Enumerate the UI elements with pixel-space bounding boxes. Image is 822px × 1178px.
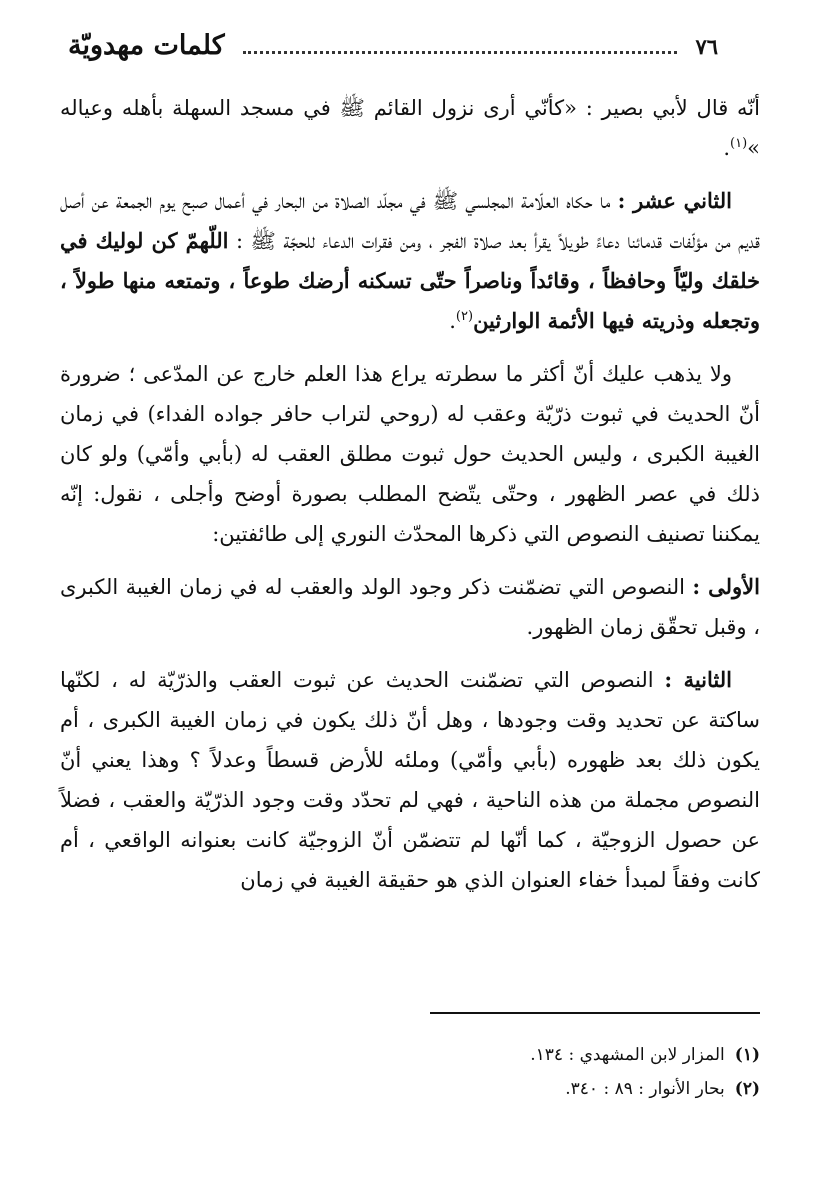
paragraph-text: ولا يذهب عليك أنّ أكثر ما سطرته يراع هذا العلم خارج عن المدّعى ؛ ضرورة أنّ الحديث في ثبوت ذرّيّة وعقب له (روحي لتراب حافر جواده الفداء) في زمان الغيبة الكبرى ، وليس الحديث حول ثبوت مطلق العقب له (بأبي وأمّي) ولو كان ذلك في عصر الظهور ، وحتّى يتّضح المطلب بصورة أوضح وأجلى ، نقول: إنّه يمكننا تصنيف النصوص التي ذكرها المحدّث النوري إلى طائفتين: — [60, 362, 760, 546]
paragraph-5 — [60, 660, 760, 900]
paragraph-text: أنّه قال لأبي بصير : «كأنّي أرى نزول القائم ﷺ في مسجد السهلة بأهله وعياله » — [60, 96, 760, 160]
footnote-2 — [60, 1072, 760, 1106]
running-title: كلمات مهدويّة — [68, 30, 225, 61]
footnote-number: (٢) — [734, 1079, 760, 1099]
footnote-ref-1: (١) — [730, 136, 748, 151]
paragraph-text: ما حكاه العلّامة المجلسي ﷺ في مجلّد الصلاة من البحار في أعمال صبح يوم الجمعة عن أصل قديم من مؤلّفات قدمائنا دعاءً طويلاً يقرأ بعد صلاة الفجر ، ومن فقرات الدعاء للحجّة ﷺ : — [60, 189, 760, 253]
footnote-text: المزار لابن المشهدي : ١٣٤. — [530, 1045, 725, 1065]
paragraph-end: . — [723, 136, 730, 160]
page-header — [60, 30, 760, 68]
book-page — [60, 30, 760, 1099]
footnote-separator — [430, 1012, 760, 1014]
paragraph-lead: الأولى : — [692, 574, 760, 599]
page-body — [60, 88, 760, 900]
header-dotted-leader — [243, 37, 678, 54]
paragraph-4 — [60, 567, 760, 647]
paragraph-text: النصوص التي تضمّنت الحديث عن ثبوت العقب والذرّيّة له ، لكنّها ساكتة عن تحديد وقت وجودها ، وهل أنّ ذلك يكون في زمان الغيبة الكبرى ، أم يكون ذلك بعد ظهوره (بأبي وأمّي) وملئه للأرض قسطاً وعدلاً ؟ وهذا يعني أنّ النصوص مجملة من هذه الناحية ، فهي لم تحدّد وقت وجود الذرّيّة والعقب ، فضلاً عن حصول الزوجيّة ، كما أنّها لم تتضمّن أنّ الزوجيّة كانت بعنوانه الواقعي ، أم كانت وفقاً لمبدأ خفاء العنوان الذي هو حقيقة الغيبة في زمان — [60, 668, 760, 892]
paragraph-text: النصوص التي تضمّنت ذكر وجود الولد والعقب له في زمان الغيبة الكبرى ، وقبل تحقّق زمان الظهور. — [60, 575, 760, 639]
prayer-quote: اللّهمّ كن لوليك في خلقك وليّاً وحافظاً ، وقائداً وناصراً حتّى تسكنه أرضك طوعاً ، وتمتعه منها طولاً ، وتجعله وذريته فيها الأئمة الوارثين — [60, 228, 760, 333]
paragraph-end: . — [449, 309, 456, 333]
paragraph-3 — [60, 354, 760, 554]
footnote-ref-2: (٢) — [455, 309, 474, 324]
footnote-number: (١) — [734, 1045, 760, 1065]
paragraph-lead: الثانية : — [664, 667, 732, 692]
footnotes — [60, 1038, 760, 1106]
paragraph-1 — [60, 88, 760, 168]
footnote-text: بحار الأنوار : ٨٩ : ٣٤٠. — [565, 1079, 725, 1099]
footnote-1 — [60, 1038, 760, 1072]
paragraph-2 — [60, 181, 760, 341]
paragraph-lead: الثاني عشر : — [617, 188, 732, 213]
page-number: ٧٦ — [695, 34, 718, 59]
